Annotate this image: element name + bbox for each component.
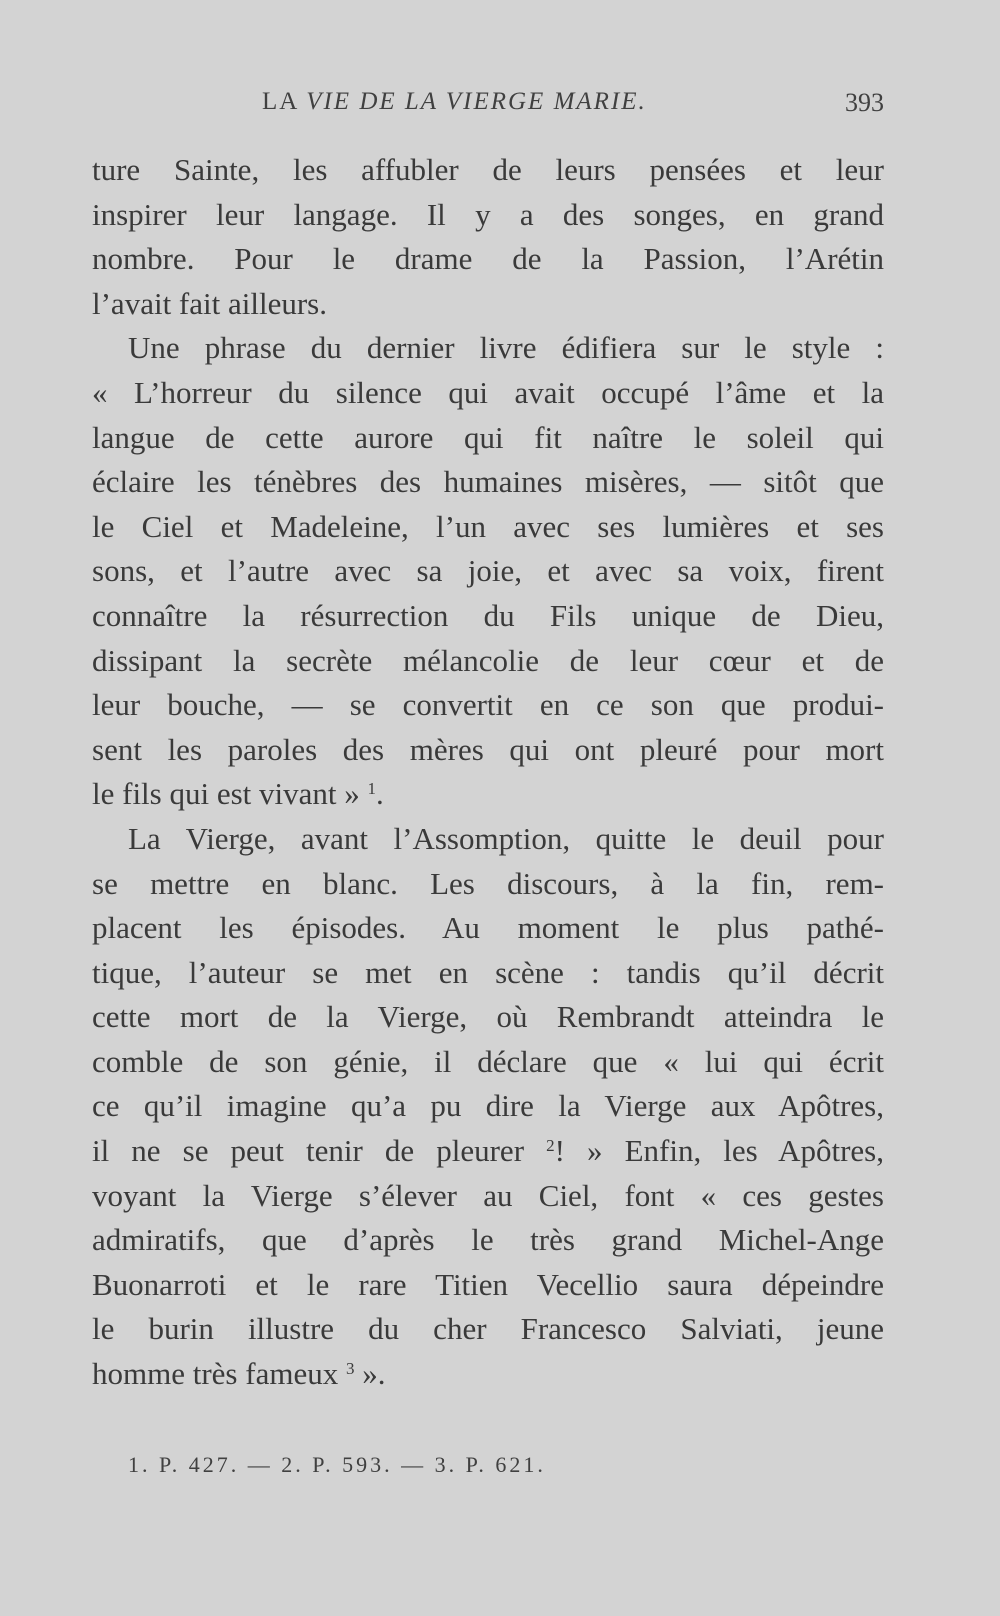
footnote-ref: 2 (546, 1135, 555, 1155)
footnote-ref: 1 (367, 779, 377, 799)
text-line: sent les paroles des mères qui ont pleuré pour mort (92, 731, 884, 767)
text-line: Une phrase du dernier livre édifiera sur le style : (128, 330, 884, 366)
text-line: admiratifs, que d’après le très grand Michel-Ange (92, 1222, 884, 1258)
body-text (92, 148, 884, 1397)
text-segment: . (376, 776, 384, 812)
text-segment: il ne se peut tenir de pleurer (92, 1133, 525, 1169)
text-segment: le fils qui est vivant » (92, 776, 360, 812)
text-segment: ! » Enfin, les Apôtres, (554, 1133, 885, 1169)
text-line: le burin illustre du cher Francesco Salviati, jeune (92, 1311, 884, 1347)
text-line: tique, l’auteur se met en scène : tandis qu’il décrit (92, 954, 884, 990)
text-line: inspirer leur langage. Il y a des songes, en grand (92, 196, 884, 232)
footnotes: 1. P. 427. — 2. P. 593. — 3. P. 621. (128, 1452, 546, 1477)
running-head (92, 88, 884, 128)
page-number: 393 (845, 88, 884, 117)
text-line: ce qu’il imagine qu’a pu dire la Vierge aux Apôtres, (92, 1088, 884, 1124)
text-line: comble de son génie, il déclare que « lui qui écrit (92, 1043, 884, 1079)
text-line: Buonarroti et le rare Titien Vecellio saura dépeindre (92, 1266, 884, 1302)
text-line: « L’horreur du silence qui avait occupé l’âme et la (92, 374, 884, 410)
text-line: ture Sainte, les affubler de leurs pensées et leur (92, 152, 884, 187)
text-line: éclaire les ténèbres des humaines misères, — sitôt que (92, 464, 884, 500)
running-title (262, 88, 647, 116)
text-line: placent les épisodes. Au moment le plus pathé- (92, 910, 884, 946)
text-line (92, 1129, 884, 1174)
running-title-prefix: LA (262, 88, 307, 115)
text-line (92, 1352, 884, 1397)
text-line: connaître la résurrection du Fils unique de Dieu, (92, 597, 884, 633)
text-segment: homme très fameux (92, 1356, 339, 1392)
text-line: langue de cette aurore qui fit naître le soleil qui (92, 419, 884, 455)
text-line: leur bouche, — se convertit en ce son que produi- (92, 687, 884, 723)
text-line: La Vierge, avant l’Assomption, quitte le deuil pour (128, 820, 884, 856)
footnote-ref: 3 (345, 1358, 355, 1378)
text-line (92, 772, 884, 817)
text-line: dissipant la secrète mélancolie de leur cœur et de (92, 642, 884, 678)
text-line: sons, et l’autre avec sa joie, et avec sa voix, firent (92, 553, 884, 589)
text-segment: ». (354, 1356, 386, 1392)
text-line: cette mort de la Vierge, où Rembrandt atteindra le (92, 999, 884, 1035)
running-title-italic: VIE DE LA VIERGE MARIE. (306, 88, 647, 115)
text-line: voyant la Vierge s’élever au Ciel, font « ces gestes (92, 1177, 884, 1213)
text-line: l’avait fait ailleurs. (92, 285, 327, 321)
text-line: le Ciel et Madeleine, l’un avec ses lumières et ses (92, 508, 884, 544)
text-line: nombre. Pour le drame de la Passion, l’Arétin (92, 241, 884, 277)
text-line: se mettre en blanc. Les discours, à la fin, rem- (92, 865, 884, 901)
